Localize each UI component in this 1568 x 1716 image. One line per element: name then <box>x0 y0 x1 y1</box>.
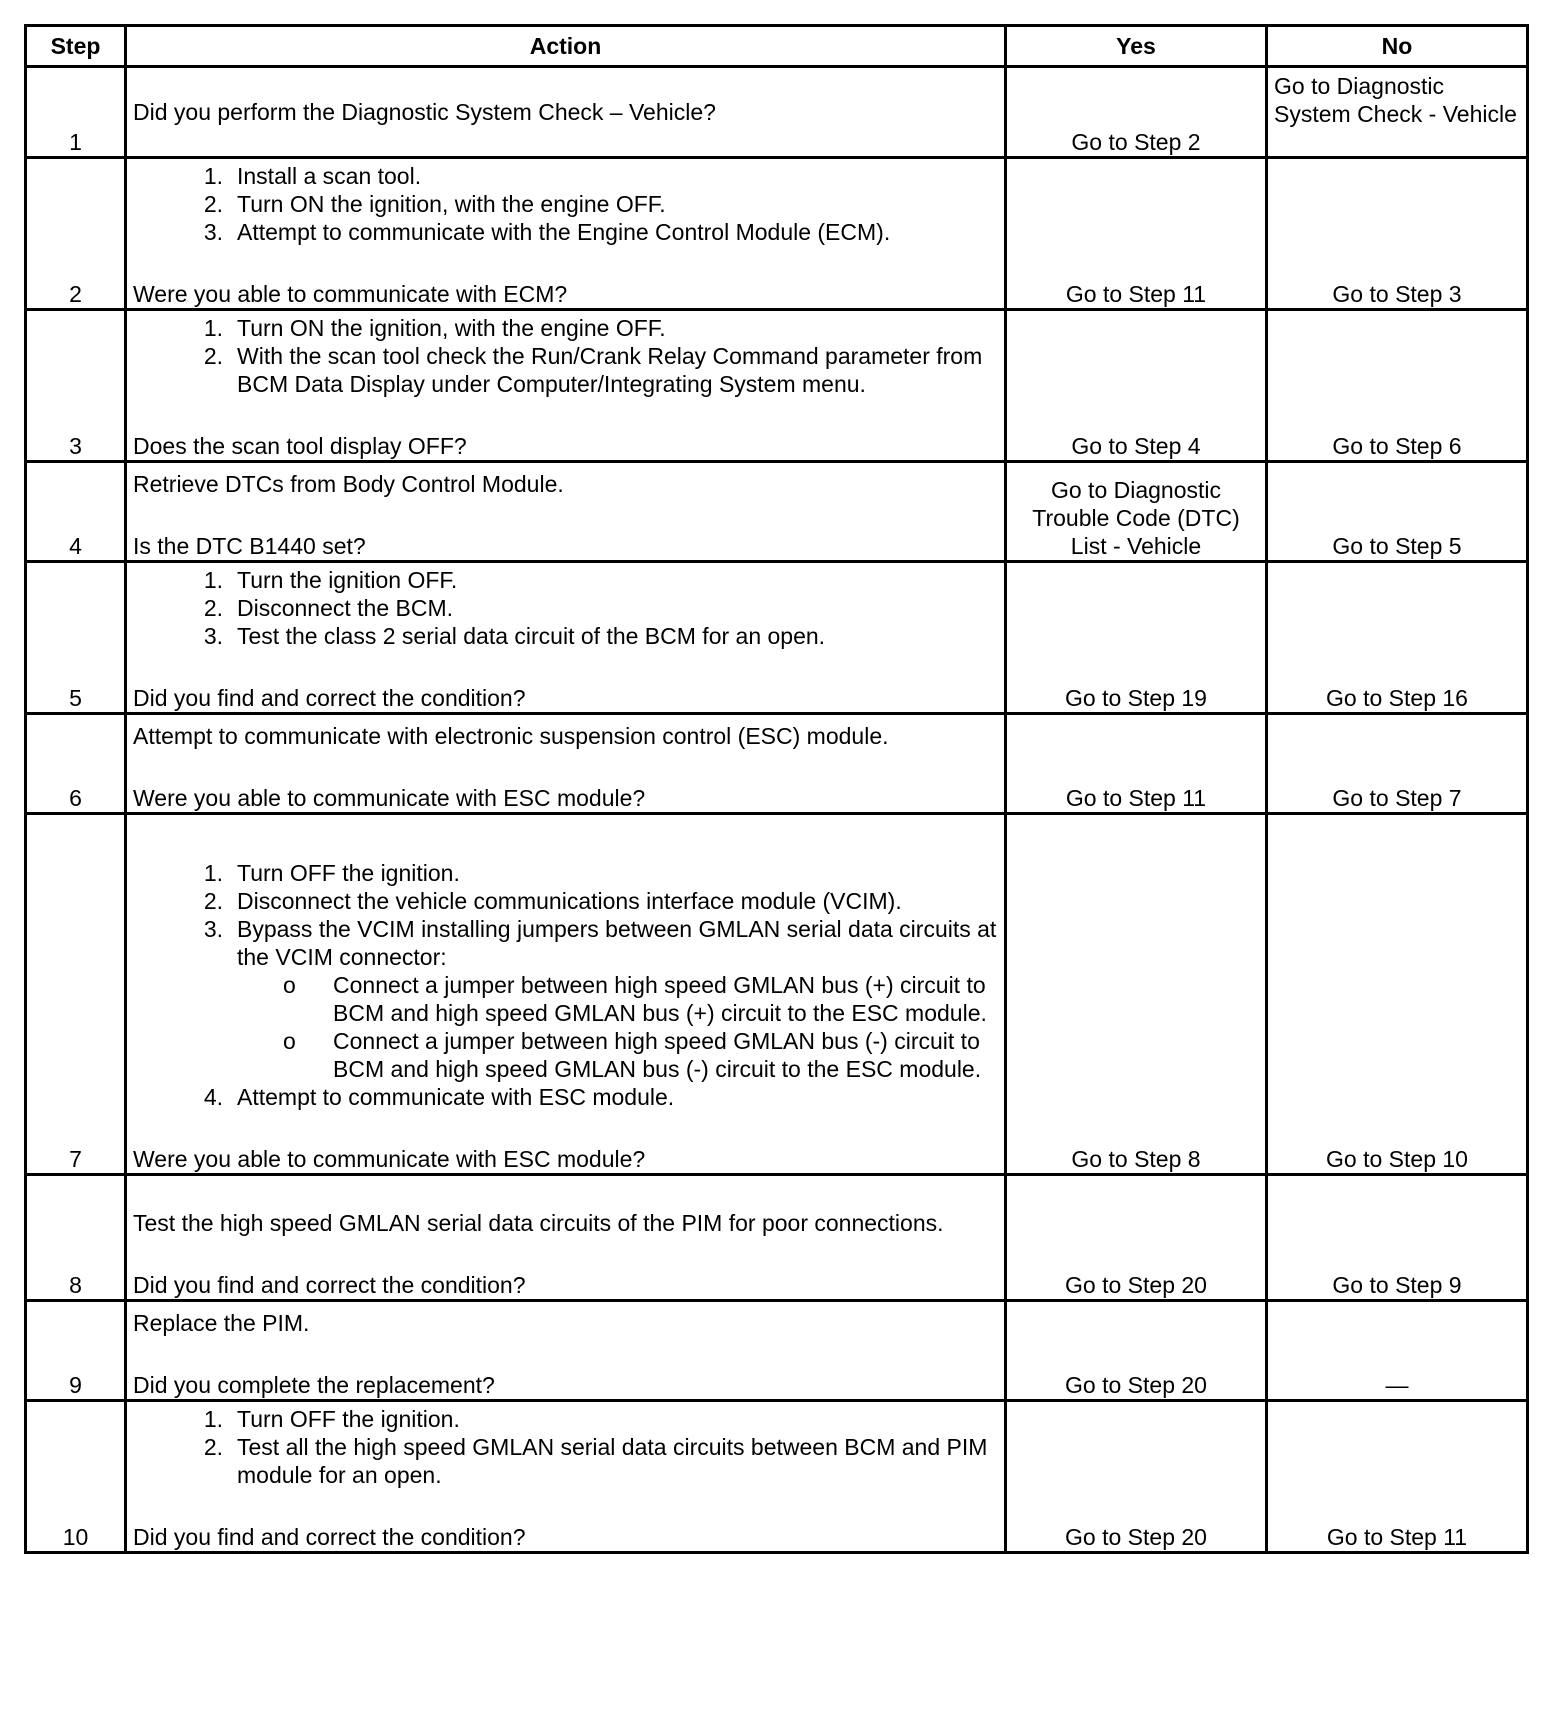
no-cell: — <box>1267 1301 1528 1401</box>
list-item: 2. With the scan tool check the Run/Crank Relay Command parameter from BCM Data Display under Computer/Integrating System menu. <box>203 343 983 397</box>
yes-cell: Go to Step 19 <box>1006 562 1267 714</box>
header-action: Action <box>126 26 1006 67</box>
yes-cell: Go to Step 8 <box>1006 814 1267 1175</box>
question-text: Did you find and correct the condition? <box>133 685 526 711</box>
question-text: Is the DTC B1440 set? <box>133 533 366 559</box>
table-row <box>26 1175 1528 1301</box>
step-number: 1 <box>26 67 126 158</box>
question-text: Did you find and correct the condition? <box>133 1272 526 1298</box>
list-item: 2. Test all the high speed GMLAN serial data circuits between BCM and PIM module for an open. <box>203 1434 988 1488</box>
question-text: Does the scan tool display OFF? <box>133 433 467 459</box>
action-cell <box>126 1301 1006 1401</box>
action-cell <box>126 310 1006 462</box>
action-text: Retrieve DTCs from Body Control Module. <box>133 471 564 497</box>
step-number: 8 <box>26 1175 126 1301</box>
question-text: Were you able to communicate with ECM? <box>133 281 568 307</box>
yes-cell: Go to Step 20 <box>1006 1175 1267 1301</box>
table-row <box>26 1401 1528 1553</box>
no-cell: Go to Step 16 <box>1267 562 1528 714</box>
yes-cell: Go to Step 20 <box>1006 1301 1267 1401</box>
list-item: 1. Turn ON the ignition, with the engine OFF. <box>203 315 666 341</box>
question-text: Did you complete the replacement? <box>133 1372 495 1398</box>
list-item: 2. Disconnect the vehicle communications interface module (VCIM). <box>203 888 902 914</box>
question-text: Were you able to communicate with ESC module? <box>133 785 646 811</box>
table-row <box>26 714 1528 814</box>
table-row <box>26 158 1528 310</box>
action-text: Replace the PIM. <box>133 1310 310 1336</box>
header-yes: Yes <box>1006 26 1267 67</box>
list-item: 3. Test the class 2 serial data circuit of the BCM for an open. <box>203 623 826 649</box>
no-cell: Go to Step 5 <box>1267 462 1528 562</box>
list-item: 4. Attempt to communicate with ESC module. <box>203 1084 675 1110</box>
header-row <box>26 26 1528 67</box>
list-item: 1. Turn OFF the ignition. <box>203 860 460 886</box>
action-cell <box>126 1175 1006 1301</box>
question-text: Were you able to communicate with ESC module? <box>133 1146 646 1172</box>
sub-list-item: o Connect a jumper between high speed GMLAN bus (-) circuit to BCM and high speed GMLAN bus (-) circuit to the ESC module. <box>283 1028 982 1082</box>
action-text: Test the high speed GMLAN serial data circuits of the PIM for poor connections. <box>133 1210 944 1236</box>
list-item: 3. Bypass the VCIM installing jumpers between GMLAN serial data circuits at the VCIM connector: o Connect a jumper between high speed GMLAN bus (+) circuit to BCM and high speed GMLAN bus (+) circuit to the ESC module. o Connect a jumper between high speed GMLAN bus (-) circuit to BCM and high speed GMLAN bus (-) circuit to the ESC module. <box>203 916 997 1082</box>
step-number: 5 <box>26 562 126 714</box>
action-cell <box>126 714 1006 814</box>
no-cell: Go to Step 6 <box>1267 310 1528 462</box>
no-cell: Go to Step 3 <box>1267 158 1528 310</box>
no-cell: Go to Step 7 <box>1267 714 1528 814</box>
header-no: No <box>1267 26 1528 67</box>
action-cell <box>126 158 1006 310</box>
step-number: 6 <box>26 714 126 814</box>
action-text: Did you perform the Diagnostic System Check – Vehicle? <box>133 99 716 125</box>
action-text: Attempt to communicate with electronic suspension control (ESC) module. <box>133 723 889 749</box>
step-number: 7 <box>26 814 126 1175</box>
action-cell <box>126 562 1006 714</box>
list-item: 2. Turn ON the ignition, with the engine OFF. <box>203 191 666 217</box>
step-number: 4 <box>26 462 126 562</box>
yes-cell: Go to Step 2 <box>1006 67 1267 158</box>
yes-cell: Go to Step 11 <box>1006 158 1267 310</box>
yes-cell: Go to Step 20 <box>1006 1401 1267 1553</box>
yes-cell: Go to Diagnostic Trouble Code (DTC) List - Vehicle <box>1006 462 1267 562</box>
no-cell: Go to Diagnostic System Check - Vehicle <box>1267 67 1528 158</box>
table-row <box>26 562 1528 714</box>
question-text: Did you find and correct the condition? <box>133 1524 526 1550</box>
table-row <box>26 67 1528 158</box>
action-cell <box>126 67 1006 158</box>
table-row <box>26 1301 1528 1401</box>
list-item: 1. Install a scan tool. <box>203 163 422 189</box>
step-number: 2 <box>26 158 126 310</box>
table-row <box>26 462 1528 562</box>
list-item: 1. Turn OFF the ignition. <box>203 1406 460 1432</box>
yes-cell: Go to Step 11 <box>1006 714 1267 814</box>
step-number: 9 <box>26 1301 126 1401</box>
list-item: 2. Disconnect the BCM. <box>203 595 454 621</box>
list-item: 3. Attempt to communicate with the Engine Control Module (ECM). <box>203 219 891 245</box>
no-cell: Go to Step 10 <box>1267 814 1528 1175</box>
yes-cell: Go to Step 4 <box>1006 310 1267 462</box>
action-cell <box>126 462 1006 562</box>
action-cell <box>126 814 1006 1175</box>
diagnostic-table <box>24 24 1529 1554</box>
sub-list-item: o Connect a jumper between high speed GMLAN bus (+) circuit to BCM and high speed GMLAN bus (+) circuit to the ESC module. <box>283 972 987 1026</box>
no-cell: Go to Step 9 <box>1267 1175 1528 1301</box>
table-row <box>26 814 1528 1175</box>
step-number: 10 <box>26 1401 126 1553</box>
action-cell <box>126 1401 1006 1553</box>
step-number: 3 <box>26 310 126 462</box>
list-item: 1. Turn the ignition OFF. <box>203 567 458 593</box>
table-row <box>26 310 1528 462</box>
no-cell: Go to Step 11 <box>1267 1401 1528 1553</box>
header-step: Step <box>26 26 126 67</box>
